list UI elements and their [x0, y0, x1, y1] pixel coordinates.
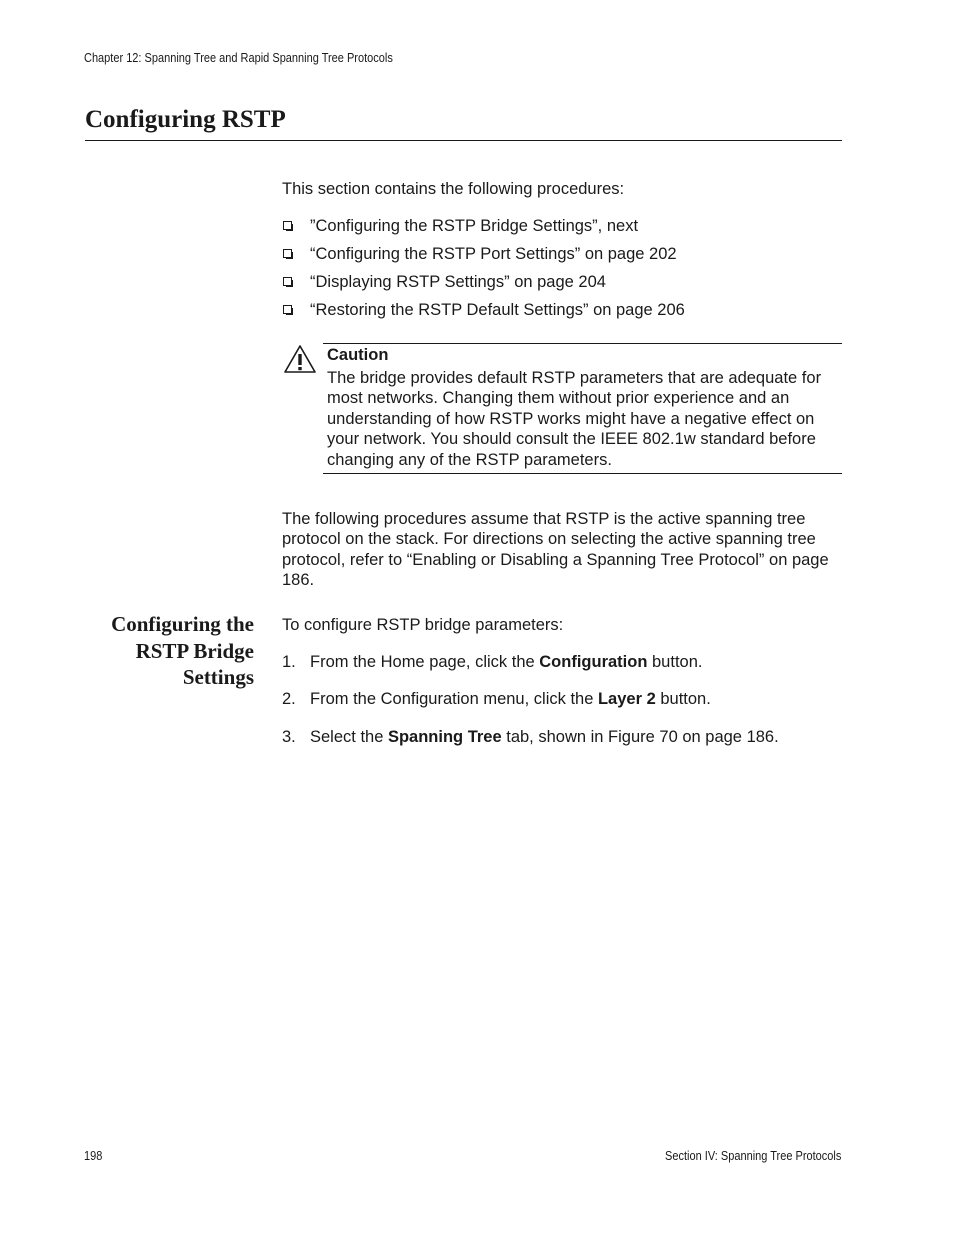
step-ui-term: Configuration: [539, 653, 648, 671]
list-item: [282, 244, 685, 272]
subsection-heading-line: RSTP Bridge: [135, 638, 254, 663]
running-header: Chapter 12: Spanning Tree and Rapid Spanning Tree Protocols: [84, 51, 393, 65]
subsection-heading-line: Settings: [182, 665, 254, 689]
list-item: [282, 216, 685, 244]
step-text: Select the: [310, 728, 388, 746]
step-item: [282, 728, 779, 747]
subsection-heading-line: Configuring the: [111, 612, 254, 636]
step-item: [282, 690, 711, 709]
subsection-heading: [80, 611, 254, 691]
caution-text: The bridge provides default RSTP parameters that are adequate for most networks. Changing them without prior experience and an understanding of how RSTP works might have a negative effect on your network. You should consult the IEEE 802.1w standard before changing any of the RSTP parameters.: [327, 369, 822, 469]
page-number: 198: [84, 1149, 103, 1163]
list-item-text: “Configuring the RSTP Port Settings” on page 202: [310, 245, 677, 263]
step-ui-term: Spanning Tree: [387, 728, 502, 746]
footer-section: Section IV: Spanning Tree Protocols: [664, 1149, 841, 1163]
checkbox-bullet-icon: [283, 305, 292, 314]
page-title: Configuring RSTP: [85, 106, 286, 133]
checkbox-bullet-icon: [283, 221, 292, 230]
procedure-list: [282, 216, 685, 328]
steps-lead-text: To configure RSTP bridge parameters:: [282, 616, 564, 634]
step-text: tab, shown in Figure 70 on page 186.: [501, 728, 779, 746]
caution-label: Caution: [327, 346, 389, 364]
checkbox-bullet-icon: [283, 249, 292, 258]
list-item-text: “Displaying RSTP Settings” on page 204: [310, 273, 606, 291]
list-item: [282, 300, 685, 328]
step-text: From the Configuration menu, click the: [310, 690, 598, 708]
step-item: [282, 653, 702, 672]
step-ui-term: Layer 2: [597, 690, 656, 708]
list-item-text: “Restoring the RSTP Default Settings” on page 206: [310, 301, 685, 319]
list-item: [282, 272, 685, 300]
body-paragraph: The following procedures assume that RSTP is the active spanning tree protocol on the stack. For directions on selecting the active spanning tree protocol, refer to “Enabling or Disabling a Spanning Tree Protocol” on page 186.: [282, 510, 829, 590]
step-text: button.: [655, 690, 711, 708]
checkbox-bullet-icon: [283, 277, 292, 286]
warning-triangle-icon: [283, 344, 317, 374]
step-text: button.: [647, 653, 703, 671]
step-number: 1.: [282, 653, 296, 671]
step-number: 3.: [282, 728, 296, 746]
list-item-text: ”Configuring the RSTP Bridge Settings”, next: [310, 217, 639, 235]
intro-text: This section contains the following procedures:: [282, 180, 625, 198]
title-divider: [85, 140, 842, 141]
caution-top-rule: [323, 343, 842, 344]
step-number: 2.: [282, 690, 296, 708]
caution-bottom-rule: [323, 473, 842, 474]
step-text: From the Home page, click the: [310, 653, 540, 671]
